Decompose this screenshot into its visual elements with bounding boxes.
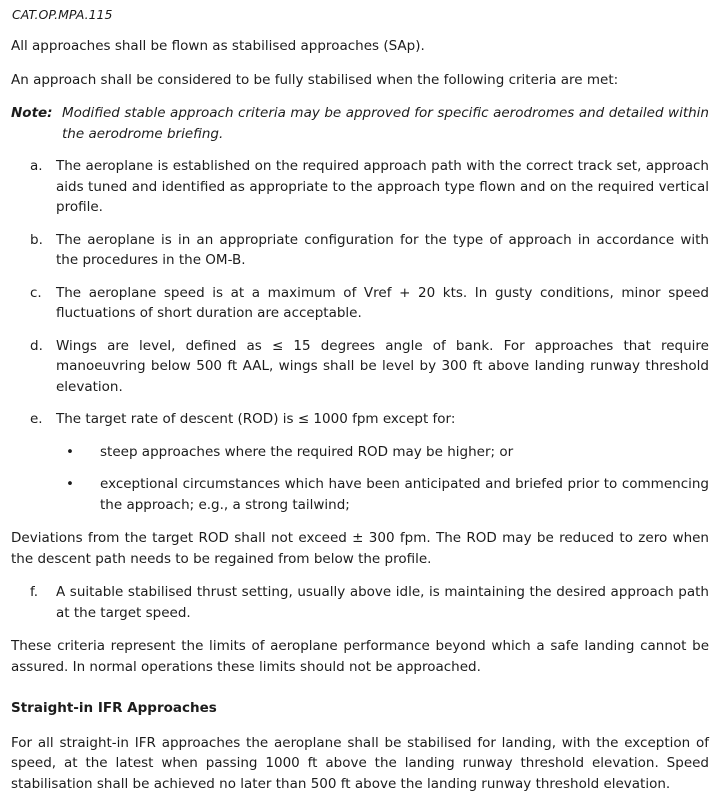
criterion-e-text: The target rate of descent (ROD) is ≤ 1000 fpm except for: — [56, 411, 456, 427]
criterion-f-label: f. — [30, 584, 39, 600]
note-text: Modified stable approach criteria may be approved for specific aerodromes and detailed within the aerodrome briefing. — [62, 105, 709, 142]
criterion-d-text: Wings are level, defined as ≤ 15 degrees angle of bank. For approaches that require manoeuvring below 500 ft AAL, wings shall be level by 300 ft above landing runway threshold elevation. — [56, 337, 709, 395]
intro-paragraph: All approaches shall be flown as stabilised approaches (SAp). — [11, 38, 425, 54]
criteria-intro-paragraph: An approach shall be considered to be fully stabilised when the following criteria are met: — [11, 71, 619, 88]
regulation-reference: CAT.OP.MPA.115 — [12, 7, 113, 22]
criterion-c — [11, 283, 709, 324]
rod-bullet-exceptional — [11, 474, 709, 515]
criterion-a — [11, 156, 709, 218]
criterion-b-label: b. — [30, 231, 43, 248]
criterion-c-label: c. — [30, 284, 42, 301]
criterion-a-label: a. — [30, 158, 43, 174]
limits-paragraph: These criteria represent the limits of aeroplane performance beyond which a safe landing cannot be assured. In normal operations these limits should not be approached. — [11, 638, 709, 675]
criterion-e — [11, 409, 709, 430]
criterion-d — [11, 336, 709, 398]
criterion-f — [11, 582, 709, 623]
rod-bullet-steep — [11, 442, 709, 463]
section-paragraph: For all straight-in IFR approaches the aeroplane shall be stabilised for landing, with the exception of speed, at the latest when passing 1000 ft above the landing runway threshold elevation. Speed stabilisation shall be achieved no later than 500 ft above the landing runway threshold elevation. — [11, 734, 709, 792]
bullet-icon: • — [66, 476, 74, 492]
bullet-icon: • — [66, 443, 74, 460]
criterion-d-label: d. — [30, 337, 43, 354]
deviations-paragraph: Deviations from the target ROD shall not exceed ± 300 fpm. The ROD may be reduced to zero when the descent path needs to be regained from below the profile. — [11, 530, 709, 567]
rod-bullet-steep-text: steep approaches where the required ROD may be higher; or — [100, 443, 514, 460]
section-heading: Straight-in IFR Approaches — [11, 700, 217, 716]
criterion-b — [11, 230, 709, 271]
criterion-c-text: The aeroplane speed is at a maximum of Vref + 20 kts. In gusty conditions, minor speed fluctuations of short duration are acceptable. — [56, 284, 709, 321]
criterion-f-text: A suitable stabilised thrust setting, usually above idle, is maintaining the desired approach path at the target speed. — [56, 584, 709, 621]
criterion-e-label: e. — [30, 411, 43, 427]
rod-bullet-exceptional-text: exceptional circumstances which have been anticipated and briefed prior to commencing the approach; e.g., a strong tailwind; — [100, 476, 709, 513]
note-label: Note: — [11, 105, 53, 121]
criterion-a-text: The aeroplane is established on the required approach path with the correct track set, approach aids tuned and identified as appropriate to the approach type flown and on the required vertical profile. — [56, 158, 709, 215]
note-block — [11, 103, 709, 144]
criterion-b-text: The aeroplane is in an appropriate configuration for the type of approach in accordance with the procedures in the OM-B. — [56, 231, 709, 268]
